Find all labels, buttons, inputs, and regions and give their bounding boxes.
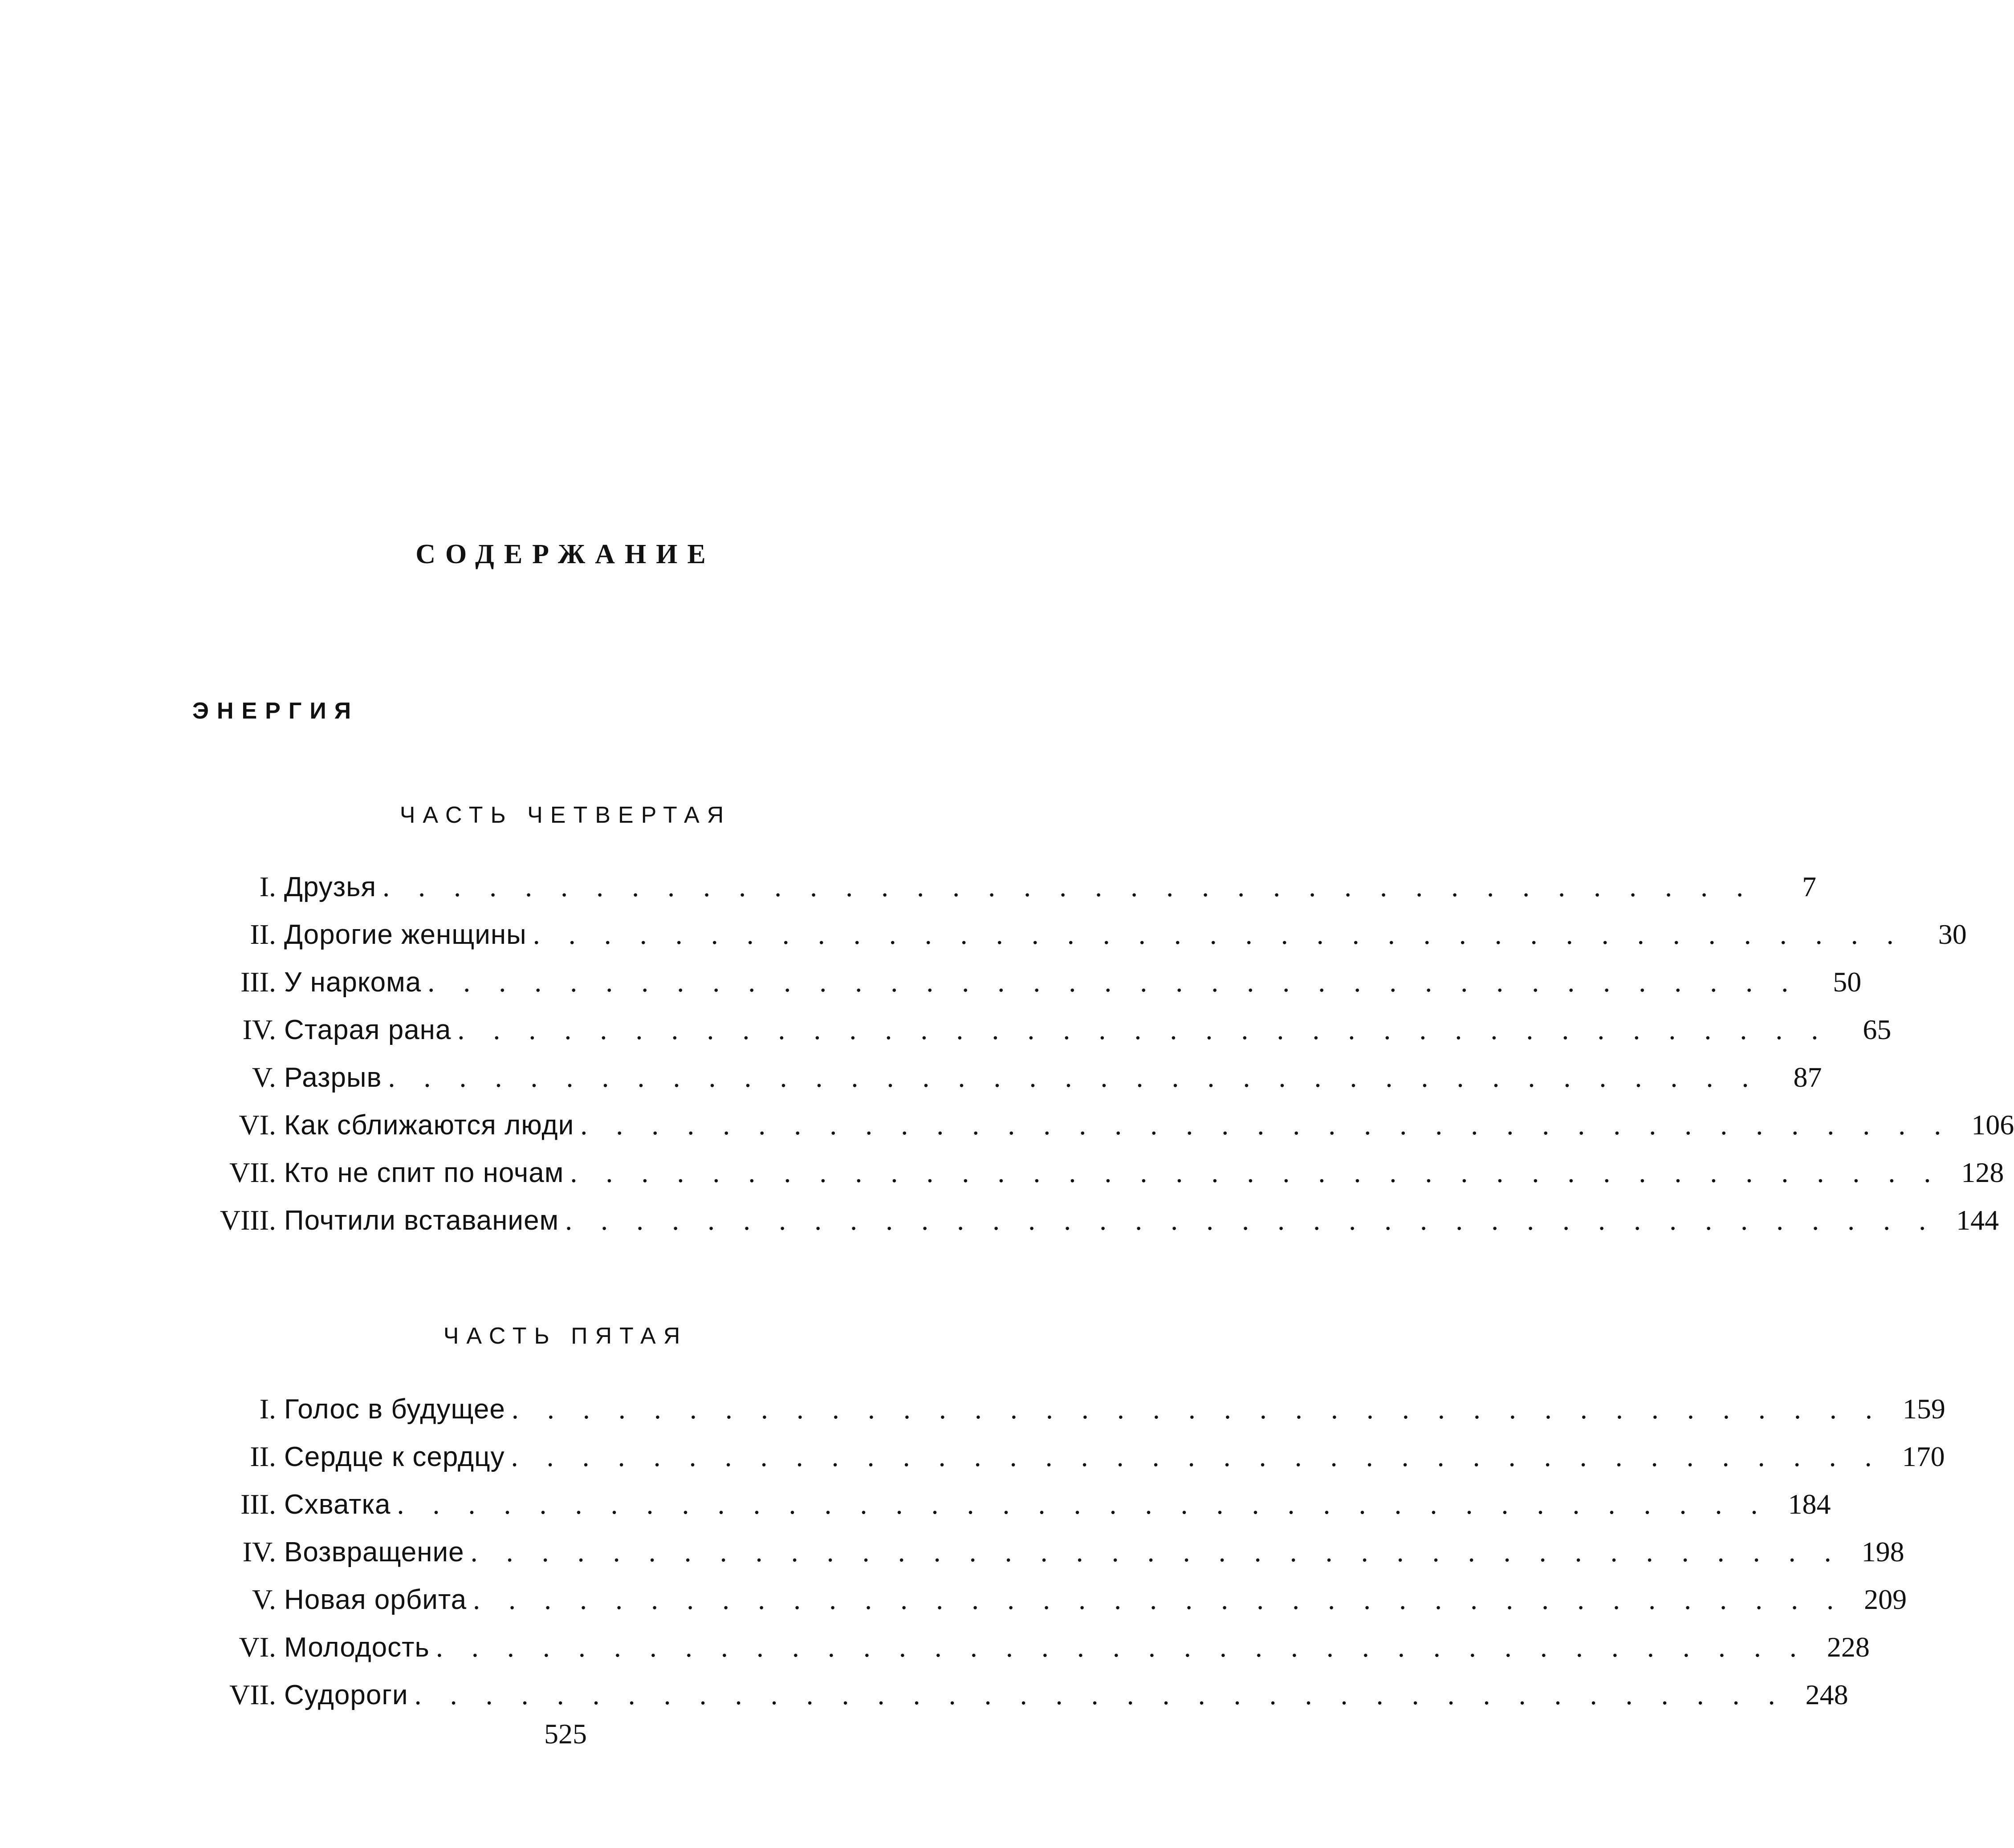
- chapter-title: Сердце к сердцу: [284, 1442, 505, 1472]
- page-ref: 159: [1902, 1393, 1945, 1425]
- chapter-number: V.: [252, 1584, 276, 1615]
- dot-leader: . . . . . . . . . . . . . . . . . . . . . . . . . . . . . . . . . . . . . . .: [382, 871, 1754, 902]
- chapter-number: I.: [259, 871, 276, 902]
- chapter-title: Как сближаются люди: [284, 1110, 574, 1141]
- page-ref: 170: [1902, 1441, 1945, 1472]
- chapter-title: Голос в будущее: [284, 1394, 505, 1425]
- chapter-number: VII.: [229, 1679, 276, 1710]
- toc-entry[interactable]: [187, 1155, 2004, 1202]
- chapter-number: VI.: [239, 1631, 276, 1663]
- toc-entry[interactable]: [187, 1391, 1945, 1439]
- page-ref: 65: [1863, 1014, 1892, 1045]
- chapter-title: Друзья: [284, 872, 377, 902]
- dot-leader: . . . . . . . . . . . . . . . . . . . . . . . . . . . . . . . . . . . . . . .: [511, 1441, 1883, 1472]
- page-number: 525: [544, 1718, 587, 1750]
- chapter-title: Новая орбита: [284, 1584, 467, 1615]
- chapter-title: Молодость: [284, 1632, 430, 1663]
- chapter-title: У наркома: [284, 967, 422, 998]
- page-ref: 30: [1938, 918, 1967, 950]
- dot-leader: . . . . . . . . . . . . . . . . . . . . . . . . . . . . . . . . . . . . . . .: [470, 1536, 1842, 1568]
- dot-leader: . . . . . . . . . . . . . . . . . . . . . . . . . . . . . . . . . . . . . . .: [457, 1014, 1829, 1045]
- chapter-number: IV.: [242, 1014, 276, 1045]
- toc-entry[interactable]: [187, 1439, 1945, 1487]
- chapter-title: Возвращение: [284, 1537, 464, 1568]
- page-ref: 248: [1805, 1679, 1848, 1710]
- chapter-title: Старая рана: [284, 1015, 452, 1045]
- chapter-number: II.: [250, 918, 276, 950]
- chapter-number: III.: [240, 1488, 276, 1520]
- chapter-number: VII.: [229, 1157, 276, 1188]
- chapter-number: VI.: [239, 1109, 276, 1141]
- toc-entry[interactable]: [187, 869, 1817, 917]
- toc-entry[interactable]: [187, 1202, 1999, 1250]
- chapter-title: Судороги: [284, 1680, 408, 1710]
- toc-entry[interactable]: [187, 1534, 1904, 1582]
- toc-entry[interactable]: [187, 1012, 1892, 1060]
- dot-leader: . . . . . . . . . . . . . . . . . . . . . . . . . . . . . . . . . . . . . . .: [473, 1584, 1845, 1615]
- chapter-title: Кто не спит по ночам: [284, 1158, 564, 1188]
- chapter-number: II.: [250, 1441, 276, 1472]
- dot-leader: . . . . . . . . . . . . . . . . . . . . . . . . . . . . . . . . . . . . . . .: [533, 918, 1904, 950]
- chapter-title: Почтили вставанием: [284, 1205, 559, 1236]
- dot-leader: . . . . . . . . . . . . . . . . . . . . . . . . . . . . . . . . . . . . . . .: [397, 1488, 1769, 1520]
- page-ref: 106: [1971, 1109, 2014, 1141]
- toc-entry[interactable]: [187, 917, 1967, 964]
- toc-entry[interactable]: [187, 1629, 1870, 1677]
- dot-leader: . . . . . . . . . . . . . . . . . . . . . . . . . . . . . . . . . . . . . . .: [565, 1204, 1937, 1236]
- toc-entry[interactable]: [187, 1582, 1907, 1629]
- chapter-title: Дорогие женщины: [284, 919, 527, 950]
- toc-entry[interactable]: [187, 1487, 1831, 1534]
- chapter-number: III.: [240, 966, 276, 998]
- toc-list-part-4: [187, 869, 2014, 1250]
- chapter-number: VIII.: [220, 1204, 276, 1236]
- page-ref: 184: [1788, 1488, 1831, 1520]
- page-title: СОДЕРЖАНИЕ: [415, 539, 716, 569]
- toc-entry[interactable]: [187, 1060, 1822, 1107]
- toc-entry[interactable]: [187, 964, 1862, 1012]
- chapter-number: I.: [259, 1393, 276, 1425]
- chapter-title: Схватка: [284, 1489, 391, 1520]
- dot-leader: . . . . . . . . . . . . . . . . . . . . . . . . . . . . . . . . . . . . . . .: [414, 1679, 1786, 1710]
- page-ref: 209: [1864, 1584, 1907, 1615]
- part-heading: ЧАСТЬ ПЯТАЯ: [443, 1323, 688, 1349]
- dot-leader: . . . . . . . . . . . . . . . . . . . . . . . . . . . . . . . . . . . . . . .: [580, 1109, 1952, 1141]
- toc-entry[interactable]: [187, 1107, 2014, 1155]
- page-ref: 87: [1793, 1061, 1822, 1093]
- chapter-title: Разрыв: [284, 1062, 382, 1093]
- dot-leader: . . . . . . . . . . . . . . . . . . . . . . . . . . . . . . . . . . . . . . .: [427, 966, 1799, 998]
- chapter-number: IV.: [242, 1536, 276, 1568]
- page-ref: 7: [1802, 871, 1817, 902]
- chapter-number: V.: [252, 1061, 276, 1093]
- work-title: ЭНЕРГИЯ: [192, 698, 359, 724]
- page-ref: 228: [1827, 1631, 1870, 1663]
- page-ref: 144: [1956, 1204, 1999, 1236]
- page-ref: 128: [1961, 1157, 2004, 1188]
- dot-leader: . . . . . . . . . . . . . . . . . . . . . . . . . . . . . . . . . . . . . . .: [388, 1061, 1760, 1093]
- page-ref: 198: [1861, 1536, 1904, 1568]
- part-heading: ЧАСТЬ ЧЕТВЕРТАЯ: [399, 802, 732, 828]
- dot-leader: . . . . . . . . . . . . . . . . . . . . . . . . . . . . . . . . . . . . . . .: [435, 1631, 1807, 1663]
- toc-list-part-5: [187, 1391, 1945, 1725]
- page-ref: 50: [1833, 966, 1862, 998]
- dot-leader: . . . . . . . . . . . . . . . . . . . . . . . . . . . . . . . . . . . . . . .: [511, 1393, 1883, 1425]
- dot-leader: . . . . . . . . . . . . . . . . . . . . . . . . . . . . . . . . . . . . . . .: [570, 1157, 1942, 1188]
